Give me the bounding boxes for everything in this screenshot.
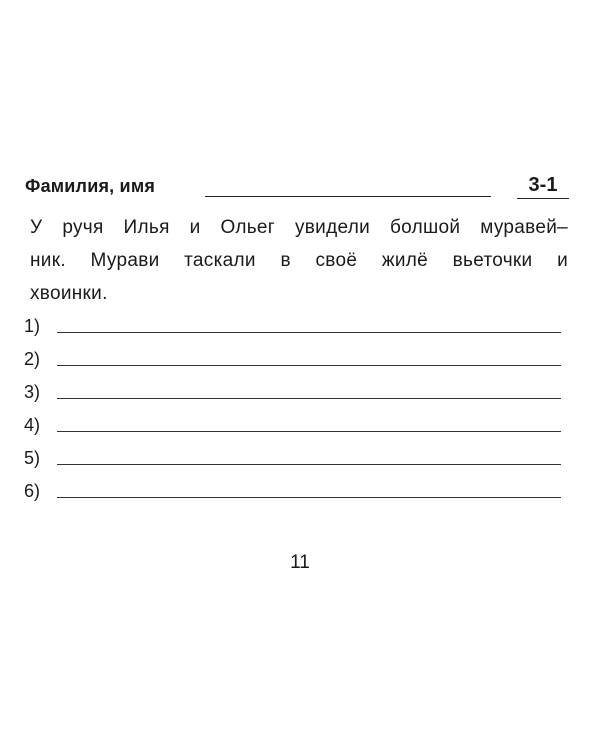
answer-line[interactable] [57, 398, 561, 399]
passage-line: У ручя Илья и Ольег увидели болшой муравей– [30, 217, 568, 238]
answer-line[interactable] [57, 464, 561, 465]
answer-list [24, 312, 569, 510]
answer-row [24, 444, 569, 477]
answer-line[interactable] [57, 365, 561, 366]
answer-number: 4) [24, 415, 41, 435]
page-number: 11 [290, 552, 310, 573]
answer-number: 1) [24, 316, 41, 336]
name-label: Фамилия, имя [25, 176, 156, 196]
passage-line: ник. Мурави таскали в своё жилё вьеточки и [30, 250, 568, 271]
answer-line[interactable] [57, 332, 561, 333]
name-entry-line[interactable] [205, 196, 491, 197]
answer-row [24, 411, 569, 444]
answer-number: 3) [24, 382, 41, 402]
answer-number: 6) [24, 481, 41, 501]
answer-number: 5) [24, 448, 41, 468]
text-passage [30, 211, 570, 310]
name-header [25, 176, 570, 202]
answer-line[interactable] [57, 497, 561, 498]
passage-line: хвоинки. [30, 283, 108, 304]
answer-row [24, 378, 569, 411]
answer-row [24, 345, 569, 378]
answer-row [24, 312, 569, 345]
answer-row [24, 477, 569, 510]
answer-line[interactable] [57, 431, 561, 432]
task-code: 3-1 [517, 174, 569, 199]
answer-number: 2) [24, 349, 41, 369]
